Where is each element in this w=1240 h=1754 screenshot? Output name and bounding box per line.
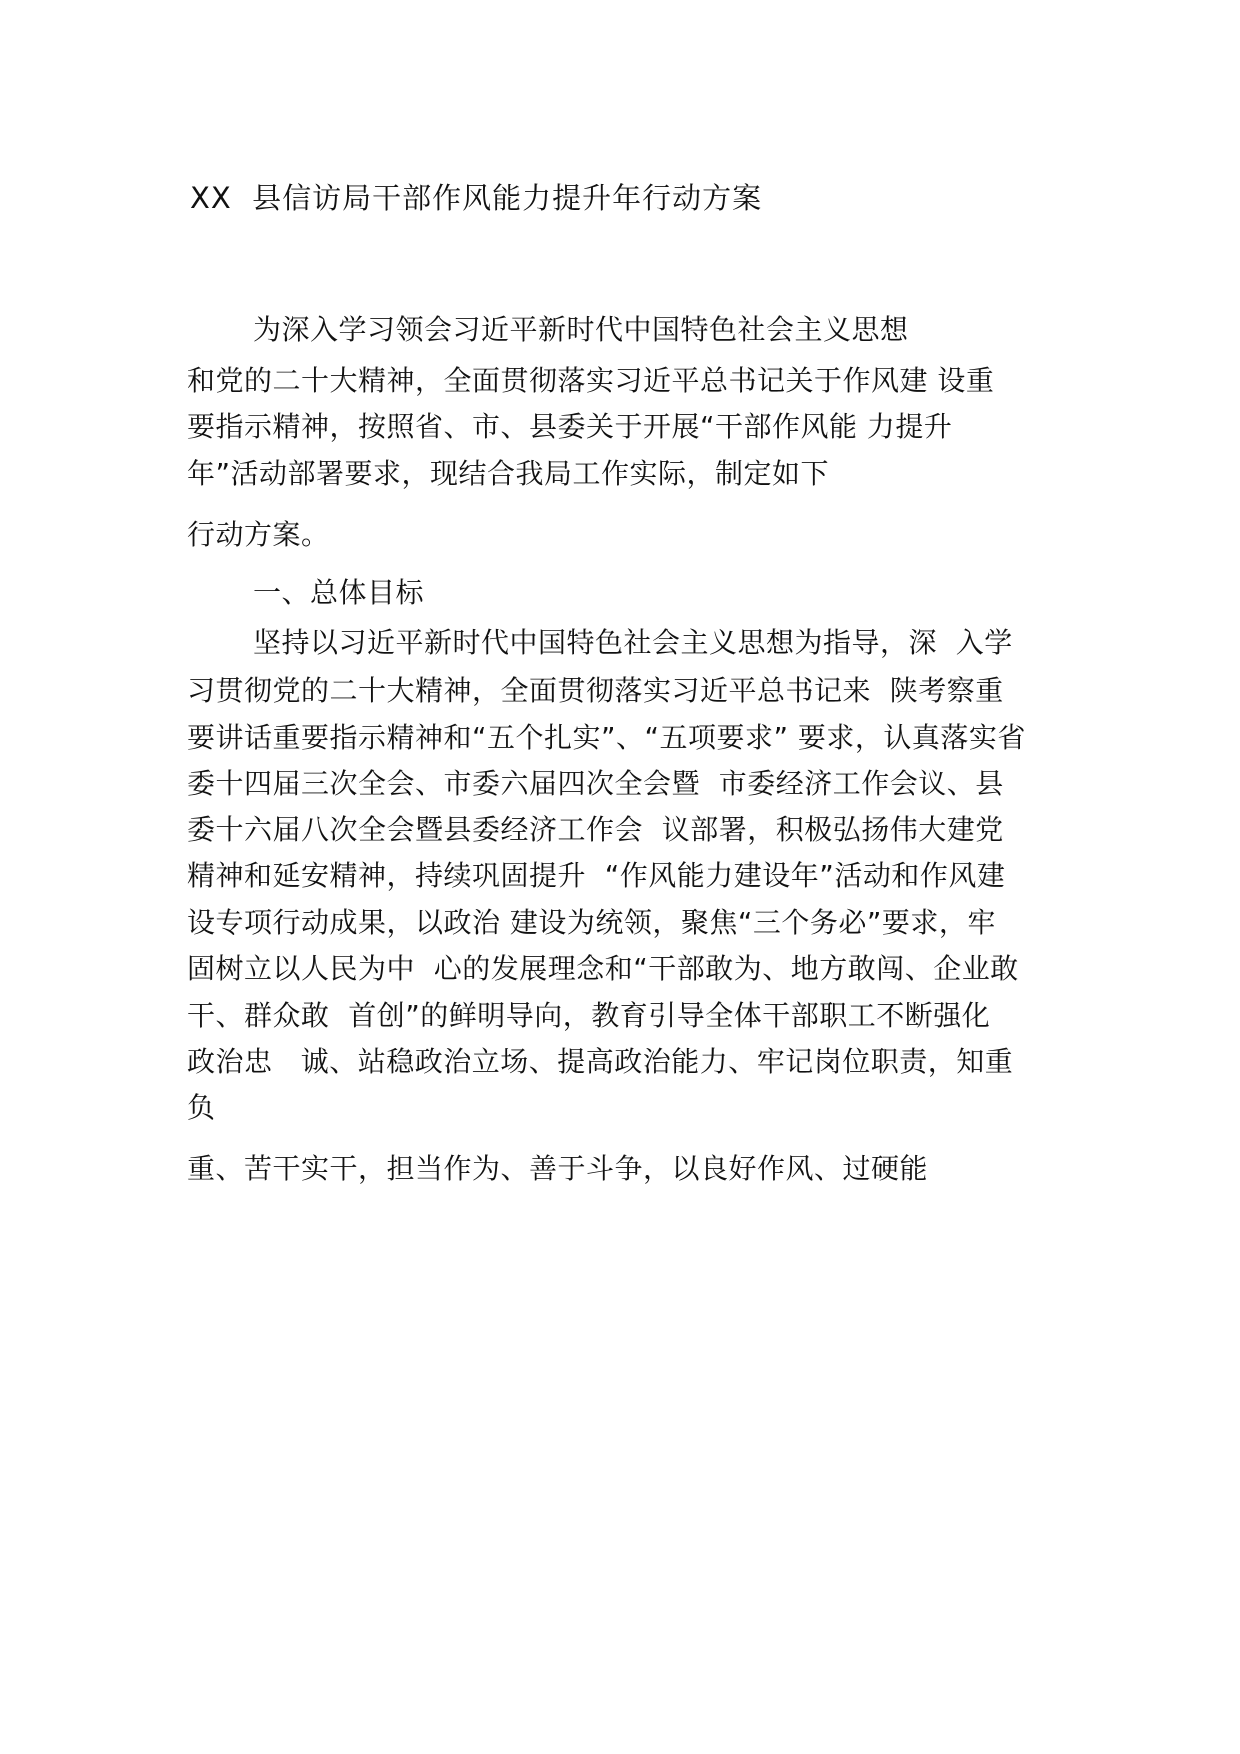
intro-line: 为深入学习领会习近平新时代中国特色社会主义思想 xyxy=(253,313,909,346)
intro-line: 要指示精神，按照省、市、县委关于开展“干部作风能 力提升 xyxy=(187,410,953,443)
body-line: 委十四届三次全会、市委六届四次全会暨 市委经济工作会议、县 xyxy=(187,767,1004,800)
body-line: 固树立以人民为中 心的发展理念和“干部敢为、地方敢闯、企业敢 xyxy=(187,952,1019,985)
document-title: XX 县信访局干部作风能力提升年行动方案 xyxy=(190,181,763,215)
body-line: 精神和延安精神，持续巩固提升 “作风能力建设年”活动和作风建 xyxy=(187,859,1006,892)
section-heading: 一、总体目标 xyxy=(253,576,425,609)
intro-line: 行动方案。 xyxy=(187,518,330,551)
body-line: 委十六届八次全会暨县委经济工作会 议部署，积极弘扬伟大建党 xyxy=(187,813,1004,846)
intro-line: 和党的二十大精神，全面贯彻落实习近平总书记关于作风建 设重 xyxy=(187,364,995,397)
body-line: 设专项行动成果，以政治 建设为统领，聚焦“三个务必”要求，牢 xyxy=(187,906,996,939)
body-line: 政治忠 诚、站稳政治立场、提高政治能力、牢记岗位职责，知重 xyxy=(187,1045,1014,1078)
body-line: 重、苦干实干，担当作为、善于斗争，以良好作风、过硬能 xyxy=(187,1152,929,1185)
body-line: 坚持以习近平新时代中国特色社会主义思想为指导，深 入学 xyxy=(253,626,1013,659)
body-line: 习贯彻党的二十大精神，全面贯彻落实习近平总书记来 陕考察重 xyxy=(187,674,1004,707)
body-line: 要讲话重要指示精神和“五个扎实”、“五项要求” 要求，认真落实省 xyxy=(187,721,1026,754)
body-line: 干、群众敢 首创”的鲜明导向，教育引导全体干部职工不断强化 xyxy=(187,999,991,1032)
body-line: 负 xyxy=(187,1091,216,1124)
intro-line: 年”活动部署要求，现结合我局工作实际，制定如下 xyxy=(187,457,830,490)
